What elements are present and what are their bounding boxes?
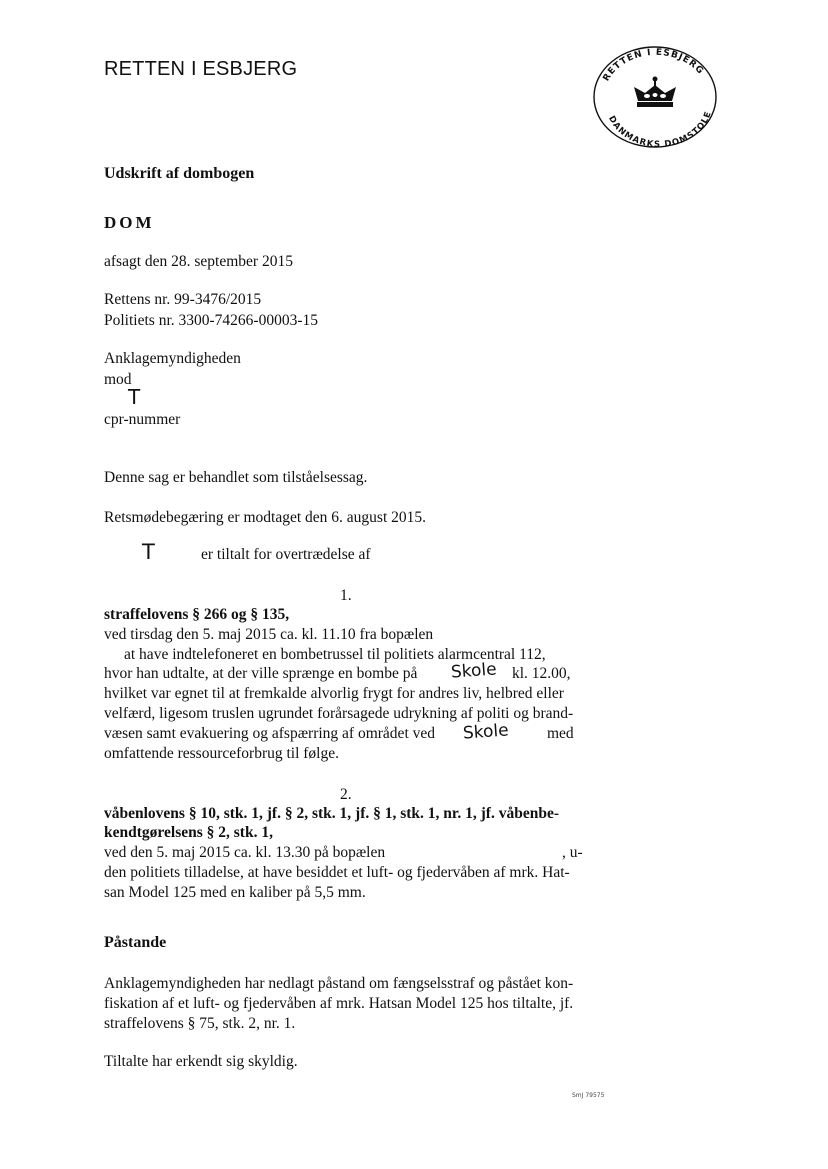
document-title: DOM xyxy=(104,213,155,232)
count-2-line-3: san Model 125 med en kaliber på 5,5 mm. xyxy=(104,884,366,901)
count-1-statute: straffelovens § 266 og § 135, xyxy=(104,606,290,623)
count-2-statute-line-2: kendtgørelsens § 2, stk. 1, xyxy=(104,824,273,841)
crown-icon xyxy=(634,77,676,108)
claims-line-3: straffelovens § 75, stk. 2, nr. 1. xyxy=(104,1015,296,1032)
court-name: RETTEN I ESBJERG xyxy=(104,58,298,80)
count-2-number: 2. xyxy=(340,786,352,803)
case-type: Denne sag er behandlet som tilståelsessag. xyxy=(104,469,368,486)
count-2-line-1b: , u- xyxy=(562,844,583,861)
court-case-number: Rettens nr. 99-3476/2015 xyxy=(104,291,262,308)
count-1-line-1: ved tirsdag den 5. maj 2015 ca. kl. 11.10 fra bopælen xyxy=(104,626,434,643)
seal-top-text: RETTEN I ESBJERG xyxy=(601,47,706,84)
plea: Tiltalte har erkendt sig skyldig. xyxy=(104,1053,298,1070)
count-2-line-2: den politiets tilladelse, at have besiddet et luft- og fjedervåben af mrk. Hat- xyxy=(104,864,570,881)
defendant-initial: T xyxy=(128,385,141,409)
count-1-line-4: hvilket var egnet til at fremkalde alvorlig frygt for andres liv, helbred eller xyxy=(104,685,564,702)
count-1-line-6a: væsen samt evakuering og afspærring af området ved xyxy=(104,725,436,742)
charge-defendant-initial: T xyxy=(142,540,155,564)
document-subtitle: Udskrift af dombogen xyxy=(104,165,255,182)
claims-line-1: Anklagemyndigheden har nedlagt påstand om fængselsstraf og påstået kon- xyxy=(104,975,574,992)
count-1-number: 1. xyxy=(340,587,352,604)
count-2-line-1a: ved den 5. maj 2015 ca. kl. 13.30 på bopælen xyxy=(104,844,386,861)
footer-code: SmJ 79575 xyxy=(572,1092,605,1099)
count-1-line-7: omfattende ressourceforbrug til følge. xyxy=(104,745,339,762)
cpr-label: cpr-nummer xyxy=(104,411,181,428)
count-1-handwritten-place-2: Skole xyxy=(462,720,510,744)
count-2-statute-line-1: våbenlovens § 10, stk. 1, jf. § 2, stk. 1, jf. § 1, stk. 1, nr. 1, jf. våbenbe- xyxy=(104,805,559,822)
police-case-number: Politiets nr. 3300-74266-00003-15 xyxy=(104,312,318,329)
prosecution-party: Anklagemyndigheden xyxy=(104,350,241,367)
count-1-line-3a: hvor han udtalte, at der ville sprænge en bombe på xyxy=(104,665,418,682)
count-1-line-2: at have indtelefoneret en bombetrussel til politiets alarmcentral 112, xyxy=(124,646,546,663)
versus-label: mod xyxy=(104,371,132,388)
count-1-line-3b: kl. 12.00, xyxy=(512,665,571,682)
request-received: Retsmødebegæring er modtaget den 6. august 2015. xyxy=(104,509,426,526)
count-1-line-6b: med xyxy=(547,725,574,742)
court-seal xyxy=(590,44,720,150)
count-1-line-5: velfærd, ligesom truslen ugrundet forårsagede udrykning af politi og brand- xyxy=(104,705,574,722)
claims-heading: Påstande xyxy=(104,934,167,951)
claims-line-2: fiskation af et luft- og fjedervåben af mrk. Hatsan Model 125 hos tiltalte, jf. xyxy=(104,995,574,1012)
verdict-date: afsagt den 28. september 2015 xyxy=(104,253,293,270)
charge-intro: er tiltalt for overtrædelse af xyxy=(201,546,371,563)
svg-text:DANMARKS DOMSTOLE xyxy=(606,110,714,150)
count-1-handwritten-place-1: Skole xyxy=(450,659,498,683)
seal-bottom-text: DANMARKS DOMSTOLE xyxy=(606,109,714,150)
